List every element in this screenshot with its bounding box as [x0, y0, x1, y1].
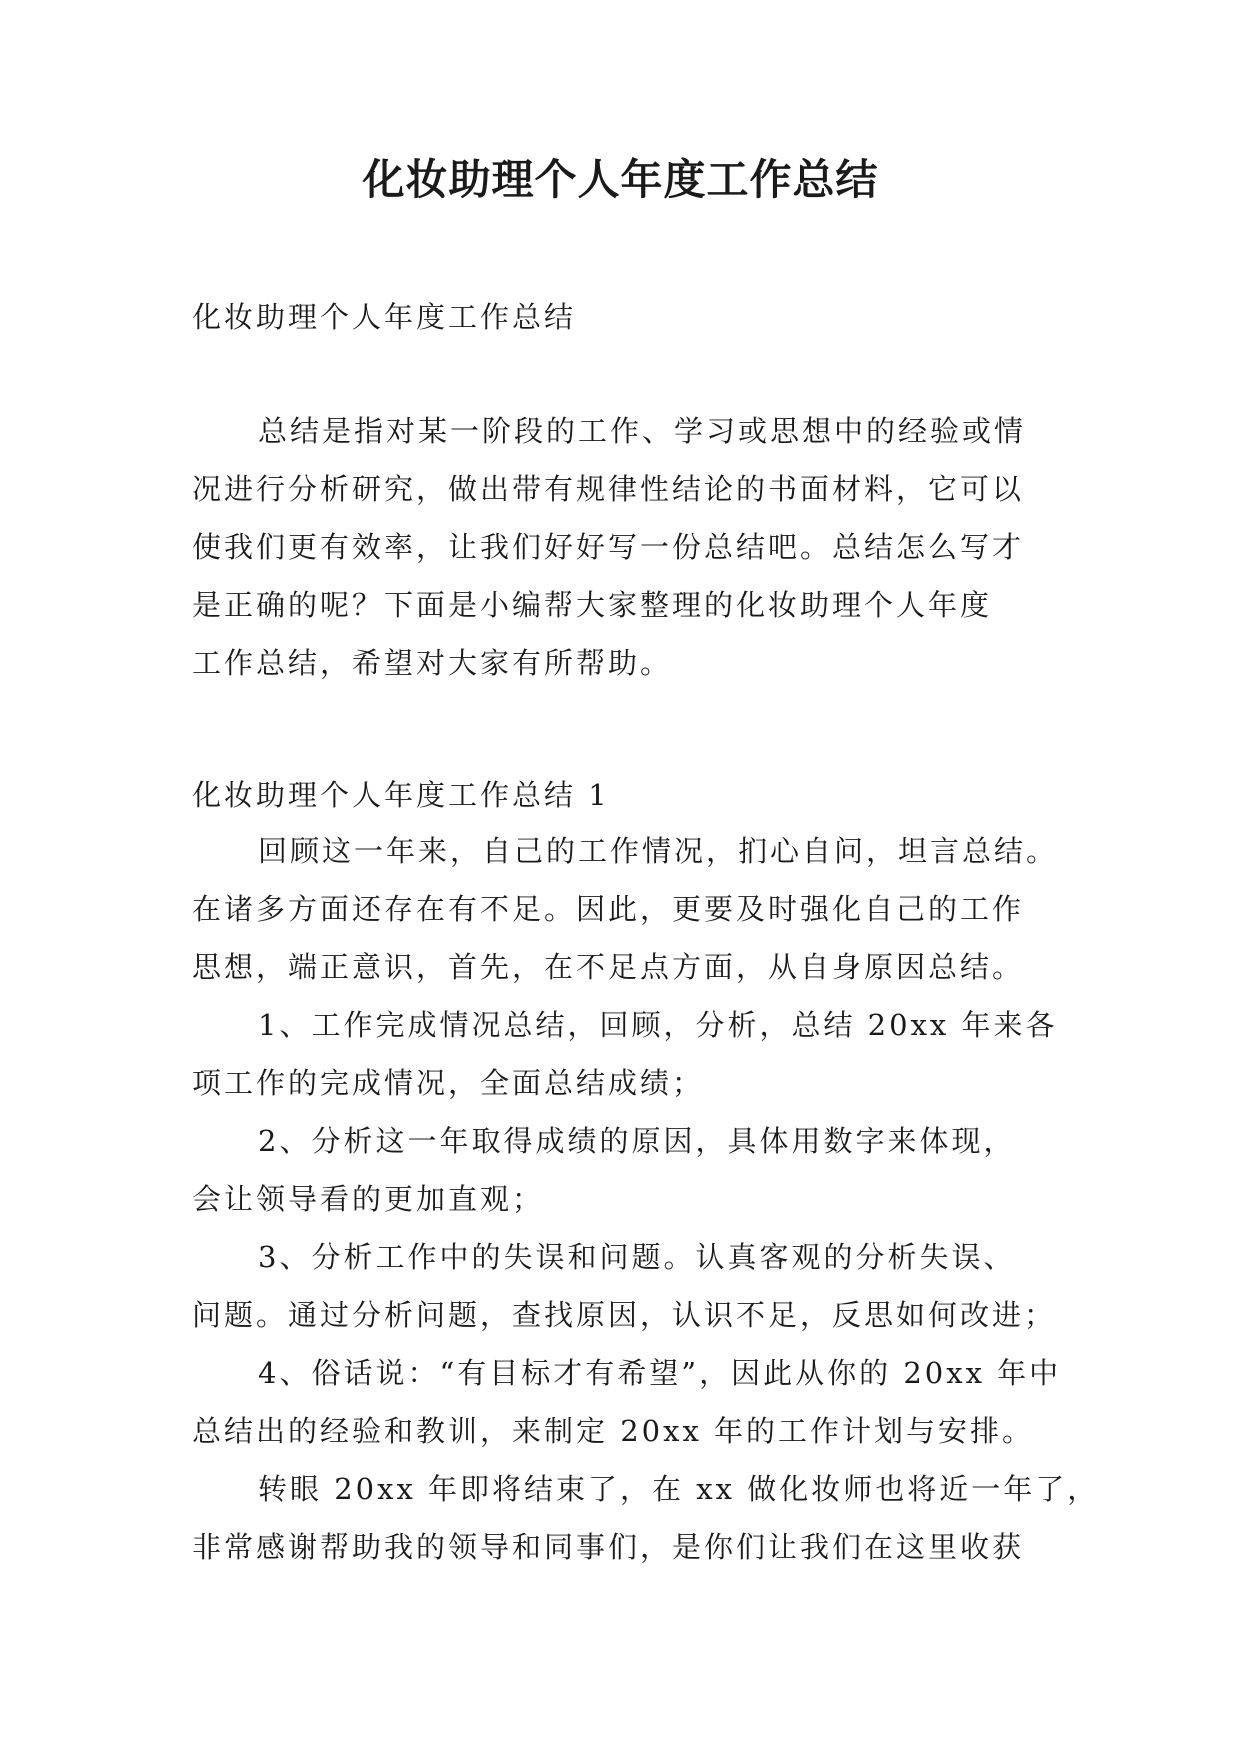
section-line: 转眼 20xx 年即将结束了，在 xx 做化妆师也将近一年了，	[258, 1472, 1100, 1506]
section-line: 3、分析工作中的失误和问题。认真客观的分析失误、	[258, 1240, 1016, 1274]
section-line: 总结出的经验和教训，来制定 20xx 年的工作计划与安排。	[192, 1414, 1035, 1448]
intro-line: 使我们更有效率，让我们好好写一份总结吧。总结怎么写才	[192, 530, 1025, 564]
section-body	[192, 822, 1100, 1576]
section-line: 在诸多方面还存在有不足。因此，更要及时强化自己的工作	[192, 892, 1025, 926]
section-line: 回顾这一年来，自己的工作情况，扪心自问，坦言总结。	[258, 834, 1059, 868]
intro-line: 总结是指对某一阶段的工作、学习或思想中的经验或情	[258, 414, 1027, 448]
intro-paragraph	[192, 402, 1072, 692]
section-heading: 化妆助理个人年度工作总结 1	[192, 778, 610, 812]
section-line: 2、分析这一年取得成绩的原因，具体用数字来体现，	[258, 1124, 1016, 1158]
section-line: 项工作的完成情况，全面总结成绩；	[192, 1066, 705, 1100]
section-line: 4、俗话说：“有目标才有希望”，因此从你的 20xx 年中	[258, 1356, 1062, 1390]
document-title: 化妆助理个人年度工作总结	[362, 155, 879, 204]
section-line: 思想，端正意识，首先，在不足点方面，从自身原因总结。	[192, 950, 1025, 984]
section-line: 1、工作完成情况总结，回顾，分析，总结 20xx 年来各	[258, 1008, 1058, 1042]
section-line: 会让领导看的更加直观；	[192, 1182, 545, 1216]
document-subtitle: 化妆助理个人年度工作总结	[192, 300, 577, 334]
section-line: 问题。通过分析问题，查找原因，认识不足，反思如何改进；	[192, 1298, 1057, 1332]
intro-line: 工作总结，希望对大家有所帮助。	[192, 646, 673, 680]
section-line: 非常感谢帮助我的领导和同事们，是你们让我们在这里收获	[192, 1530, 1025, 1564]
intro-line: 是正确的呢？下面是小编帮大家整理的化妆助理个人年度	[192, 588, 993, 622]
intro-line: 况进行分析研究，做出带有规律性结论的书面材料，它可以	[192, 472, 1025, 506]
